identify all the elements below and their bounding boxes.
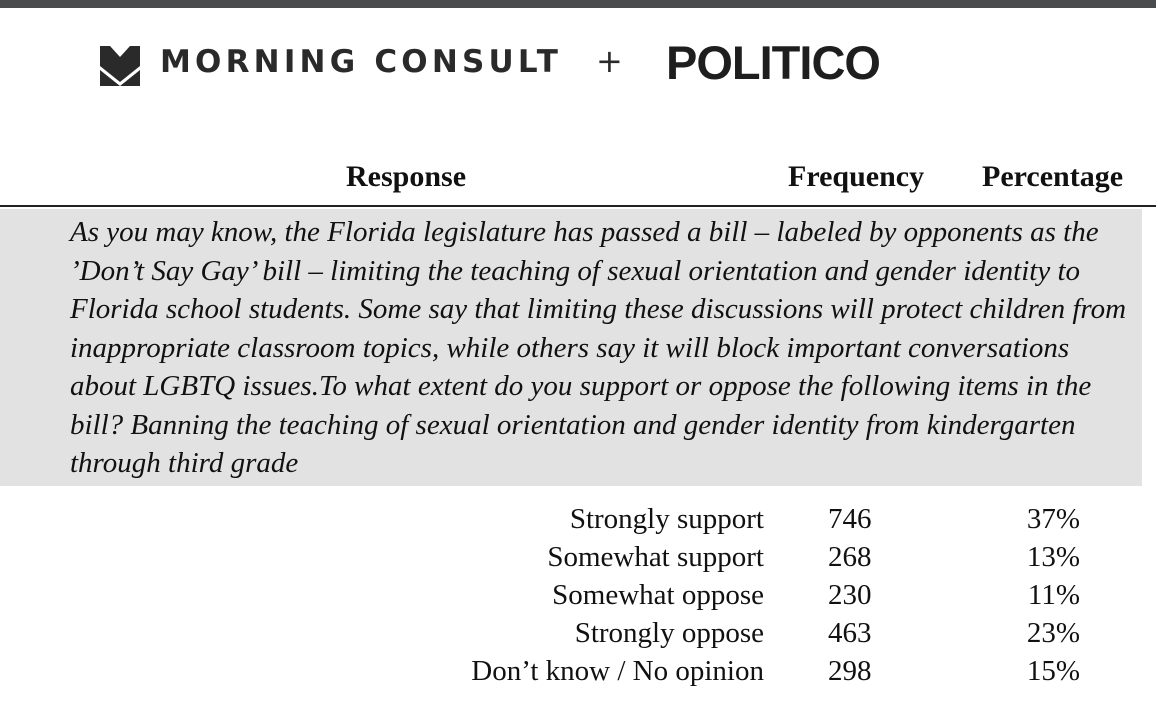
- percentage-value: 23%: [1026, 617, 1080, 649]
- response-label: Don’t know / No opinion: [471, 655, 764, 687]
- table-row: [0, 614, 1156, 652]
- frequency-value: 230: [828, 579, 872, 611]
- percentage-value: 13%: [1026, 541, 1080, 573]
- frequency-value: 298: [828, 655, 872, 687]
- table-row: [0, 538, 1156, 576]
- politico-wordmark: POLITICO: [666, 36, 880, 89]
- percentage-value: 11%: [1027, 579, 1080, 611]
- question-text: As you may know, the Florida legislature has passed a bill – labeled by opponents as the ’Don’t Say Gay’ bill – limiting the teaching of sexual orientation and gender identity to Florida school students. Some say that limiting these discussions will protect children from inappropriate classroom topics, while others say it will block important conversations about LGBTQ issues.To what extent do you support or oppose the following items in the bill? Banning the teaching of sexual orientation and gender identity from kindergarten through third grade: [70, 216, 1127, 479]
- morning-consult-wordmark: MORNING CONSULT: [160, 44, 563, 80]
- response-label: Strongly support: [569, 503, 764, 535]
- percentage-value: 37%: [1026, 503, 1080, 535]
- header-rule: [0, 205, 1156, 207]
- question-block: [0, 209, 1142, 486]
- frequency-column-header: Frequency: [788, 160, 925, 193]
- table-row: [0, 500, 1156, 538]
- percentage-value: 15%: [1026, 655, 1080, 687]
- response-label: Strongly oppose: [574, 617, 764, 649]
- table-row: [0, 652, 1156, 690]
- frequency-value: 746: [828, 503, 872, 535]
- table-row: [0, 576, 1156, 614]
- logo-row: [100, 36, 920, 90]
- response-label: Somewhat oppose: [552, 579, 764, 611]
- frequency-value: 463: [828, 617, 872, 649]
- response-column-header: Response: [346, 160, 467, 193]
- top-bar: [0, 0, 1156, 8]
- percentage-column-header: Percentage: [982, 160, 1124, 193]
- morning-consult-logo-icon: [100, 46, 140, 86]
- response-label: Somewhat support: [547, 541, 764, 573]
- frequency-value: 268: [828, 541, 872, 573]
- plus-sign: +: [596, 42, 623, 80]
